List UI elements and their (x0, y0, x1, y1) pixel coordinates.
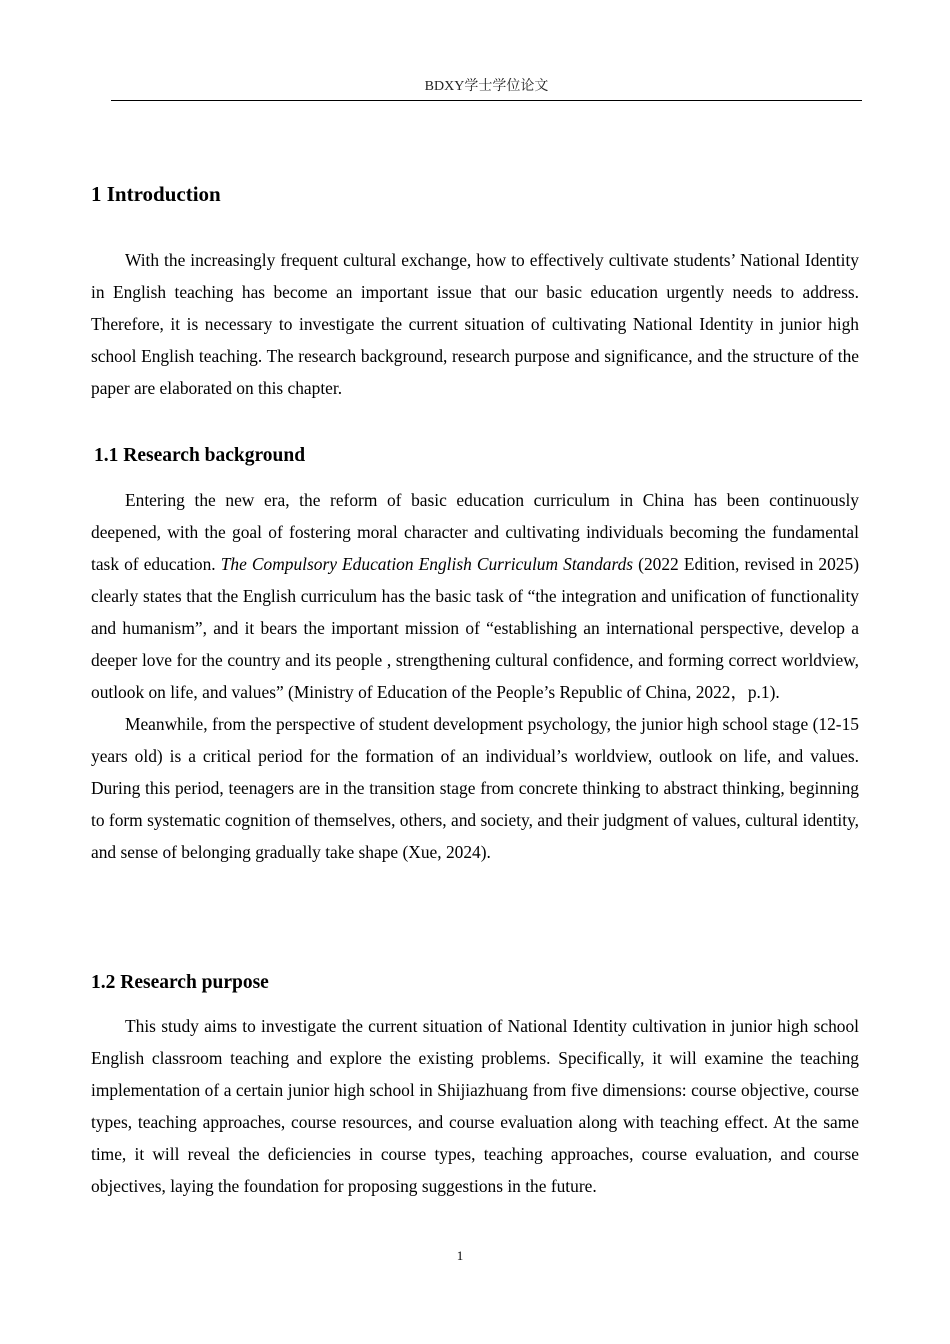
background-paragraph-2: Meanwhile, from the perspective of student development psychology, the junior high school stage (12-15 years old) is a critical period for the formation of an individual’s worldview, outlook on life, and values. During this period, teenagers are in the transition stage from concrete thinking to abstract thinking, beginning to form systematic cognition of themselves, others, and society, and their judgment of values, cultural identity, and sense of belonging gradually take shape (Xue, 2024). (91, 714, 859, 862)
background-text-start: Entering the new era, the reform of basic education curriculum in China has been continuously deepened, with the goal of fostering moral character and cultivating individuals becoming the fundamental task of education. (91, 490, 859, 574)
section-1-1-body (91, 484, 859, 868)
section-1-1-heading-block (94, 443, 862, 469)
curriculum-standards-title: The Compulsory Education English Curriculum Standards (220, 554, 634, 574)
purpose-paragraph: This study aims to investigate the current situation of National Identity cultivation in junior high school English classroom teaching and explore the existing problems. Specifically, it will examine the teaching implementation of a certain junior high school in Shijiazhuang from five dimensions: course objective, course types, teaching approaches, course resources, and course evaluation along with teaching effect. At the same time, it will reveal the deficiencies in course types, teaching approaches, course evaluation, and course objectives, laying the foundation for proposing suggestions in the future. (91, 1016, 859, 1196)
chapter-title: 1 Introduction (91, 182, 221, 206)
section-1-2-heading-block (91, 970, 859, 996)
running-header: BDXY学士学位论文 (424, 79, 549, 94)
chapter-1-body (91, 244, 859, 404)
background-paragraph-1 (91, 484, 859, 708)
chapter-1-block (91, 180, 859, 208)
section-1-2-body (91, 1010, 859, 1202)
page-number: 1 (456, 1248, 464, 1263)
header-divider (111, 100, 862, 101)
section-title-research-background: 1.1 Research background (94, 445, 306, 466)
background-text-end: (2022 Edition, revised in 2025) clearly states that the English curriculum has the basic task of “the integration and unification of functionality and humanism”, and it bears the important mission of “establishing an international perspective, develop a deeper love for the country and its people , strengthening cultural confidence, and forming correct worldview, outlook on life, and values” (Ministry of Education of the People’s Republic of China, 2022，p.1). (91, 554, 859, 702)
intro-paragraph: With the increasingly frequent cultural exchange, how to effectively cultivate students’ National Identity in English teaching has become an important issue that our basic education urgently needs to address. Therefore, it is necessary to investigate the current situation of cultivating National Identity in junior high school English teaching. The research background, research purpose and significance, and the structure of the paper are elaborated on this chapter. (91, 250, 859, 398)
section-title-research-purpose: 1.2 Research purpose (91, 972, 269, 993)
